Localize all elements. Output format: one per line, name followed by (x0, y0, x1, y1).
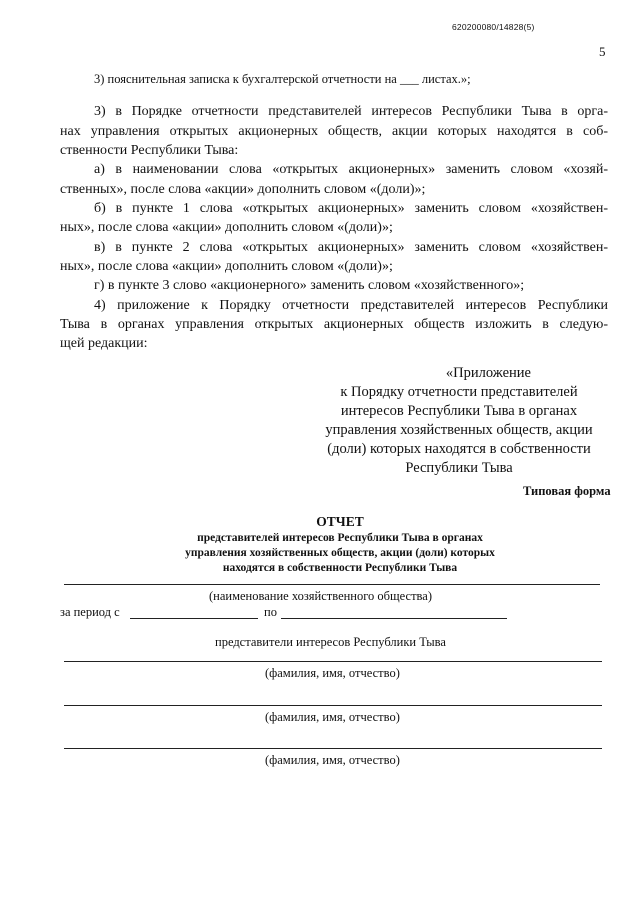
fio-field-2[interactable] (64, 705, 602, 706)
appendix-line-6: Республики Тыва (405, 460, 513, 476)
explanatory-note-line: 3) пояснительная записка к бухгалтерской отчетности на ___ листах.»; (94, 72, 471, 86)
subitem-a-line-2: ственных», после слова «акции» дополнить словом «(доли)»; (60, 182, 426, 197)
period-to-field[interactable] (281, 618, 507, 619)
appendix-line-2: к Порядку отчетности представителей (340, 384, 578, 400)
fio-caption-3: (фамилия, имя, отчество) (265, 753, 400, 767)
appendix-line-4: управления хозяйственных обществ, акции (325, 422, 593, 438)
subitem-b-line-2: ных», после слова «акции» дополнить словом «(доли)»; (60, 220, 393, 235)
appendix-line-5: (доли) которых находятся в собственности (327, 441, 591, 457)
company-name-field[interactable] (64, 584, 600, 585)
fio-field-3[interactable] (64, 748, 602, 749)
subitem-b-line-1: б) в пункте 1 слова «открытых акционерных» заменить словом «хозяйствен- (94, 201, 608, 216)
form-type-label: Типовая форма (523, 484, 611, 498)
appendix-heading: «Приложение (445, 365, 531, 381)
appendix-line-3: интересов Республики Тыва в органах (340, 403, 578, 419)
paragraph-3-line-3: ственности Республики Тыва: (60, 143, 239, 158)
report-subtitle-line-2: управления хозяйственных обществ, акции (доли) которых (185, 547, 495, 559)
report-title: ОТЧЕТ (316, 514, 364, 529)
representatives-label: представители интересов Республики Тыва (215, 635, 446, 649)
subitem-v-line-2: ных», после слова «акции» дополнить словом «(доли)»; (60, 259, 393, 274)
page-number: 5 (599, 44, 606, 59)
subitem-v-line-1: в) в пункте 2 слова «открытых акционерных» заменить словом «хозяйствен- (94, 240, 608, 255)
subitem-a-line-1: а) в наименовании слова «открытых акционерных» заменить словом «хозяй- (94, 162, 608, 177)
fio-field-1[interactable] (64, 661, 602, 662)
report-subtitle-line-3: находятся в собственности Республики Тыва (222, 562, 458, 574)
period-from-label: за период с (60, 605, 120, 619)
paragraph-4-line-2: Тыва в органах управления открытых акционерных обществ изложить в следую- (60, 317, 608, 332)
company-name-caption: (наименование хозяйственного общества) (209, 589, 432, 603)
paragraph-4-line-1: 4) приложение к Порядку отчетности представителей интересов Республики (94, 298, 608, 313)
fio-caption-2: (фамилия, имя, отчество) (265, 710, 400, 724)
fio-caption-1: (фамилия, имя, отчество) (265, 666, 400, 680)
subitem-g-line: г) в пункте 3 слово «акционерного» заменить словом «хозяйственного»; (94, 278, 525, 293)
period-to-label: по (264, 605, 277, 619)
paragraph-4-line-3: щей редакции: (60, 336, 148, 351)
paragraph-3-line-2: нах управления открытых акционерных обществ, акции которых находятся в соб- (60, 124, 608, 139)
paragraph-3-line-1: 3) в Порядке отчетности представителей интересов Республики Тыва в орга- (94, 104, 608, 119)
report-subtitle-line-1: представителей интересов Республики Тыва в органах (197, 532, 483, 544)
period-from-field[interactable] (130, 618, 258, 619)
document-code: 620200080/14828(5) (452, 22, 535, 32)
